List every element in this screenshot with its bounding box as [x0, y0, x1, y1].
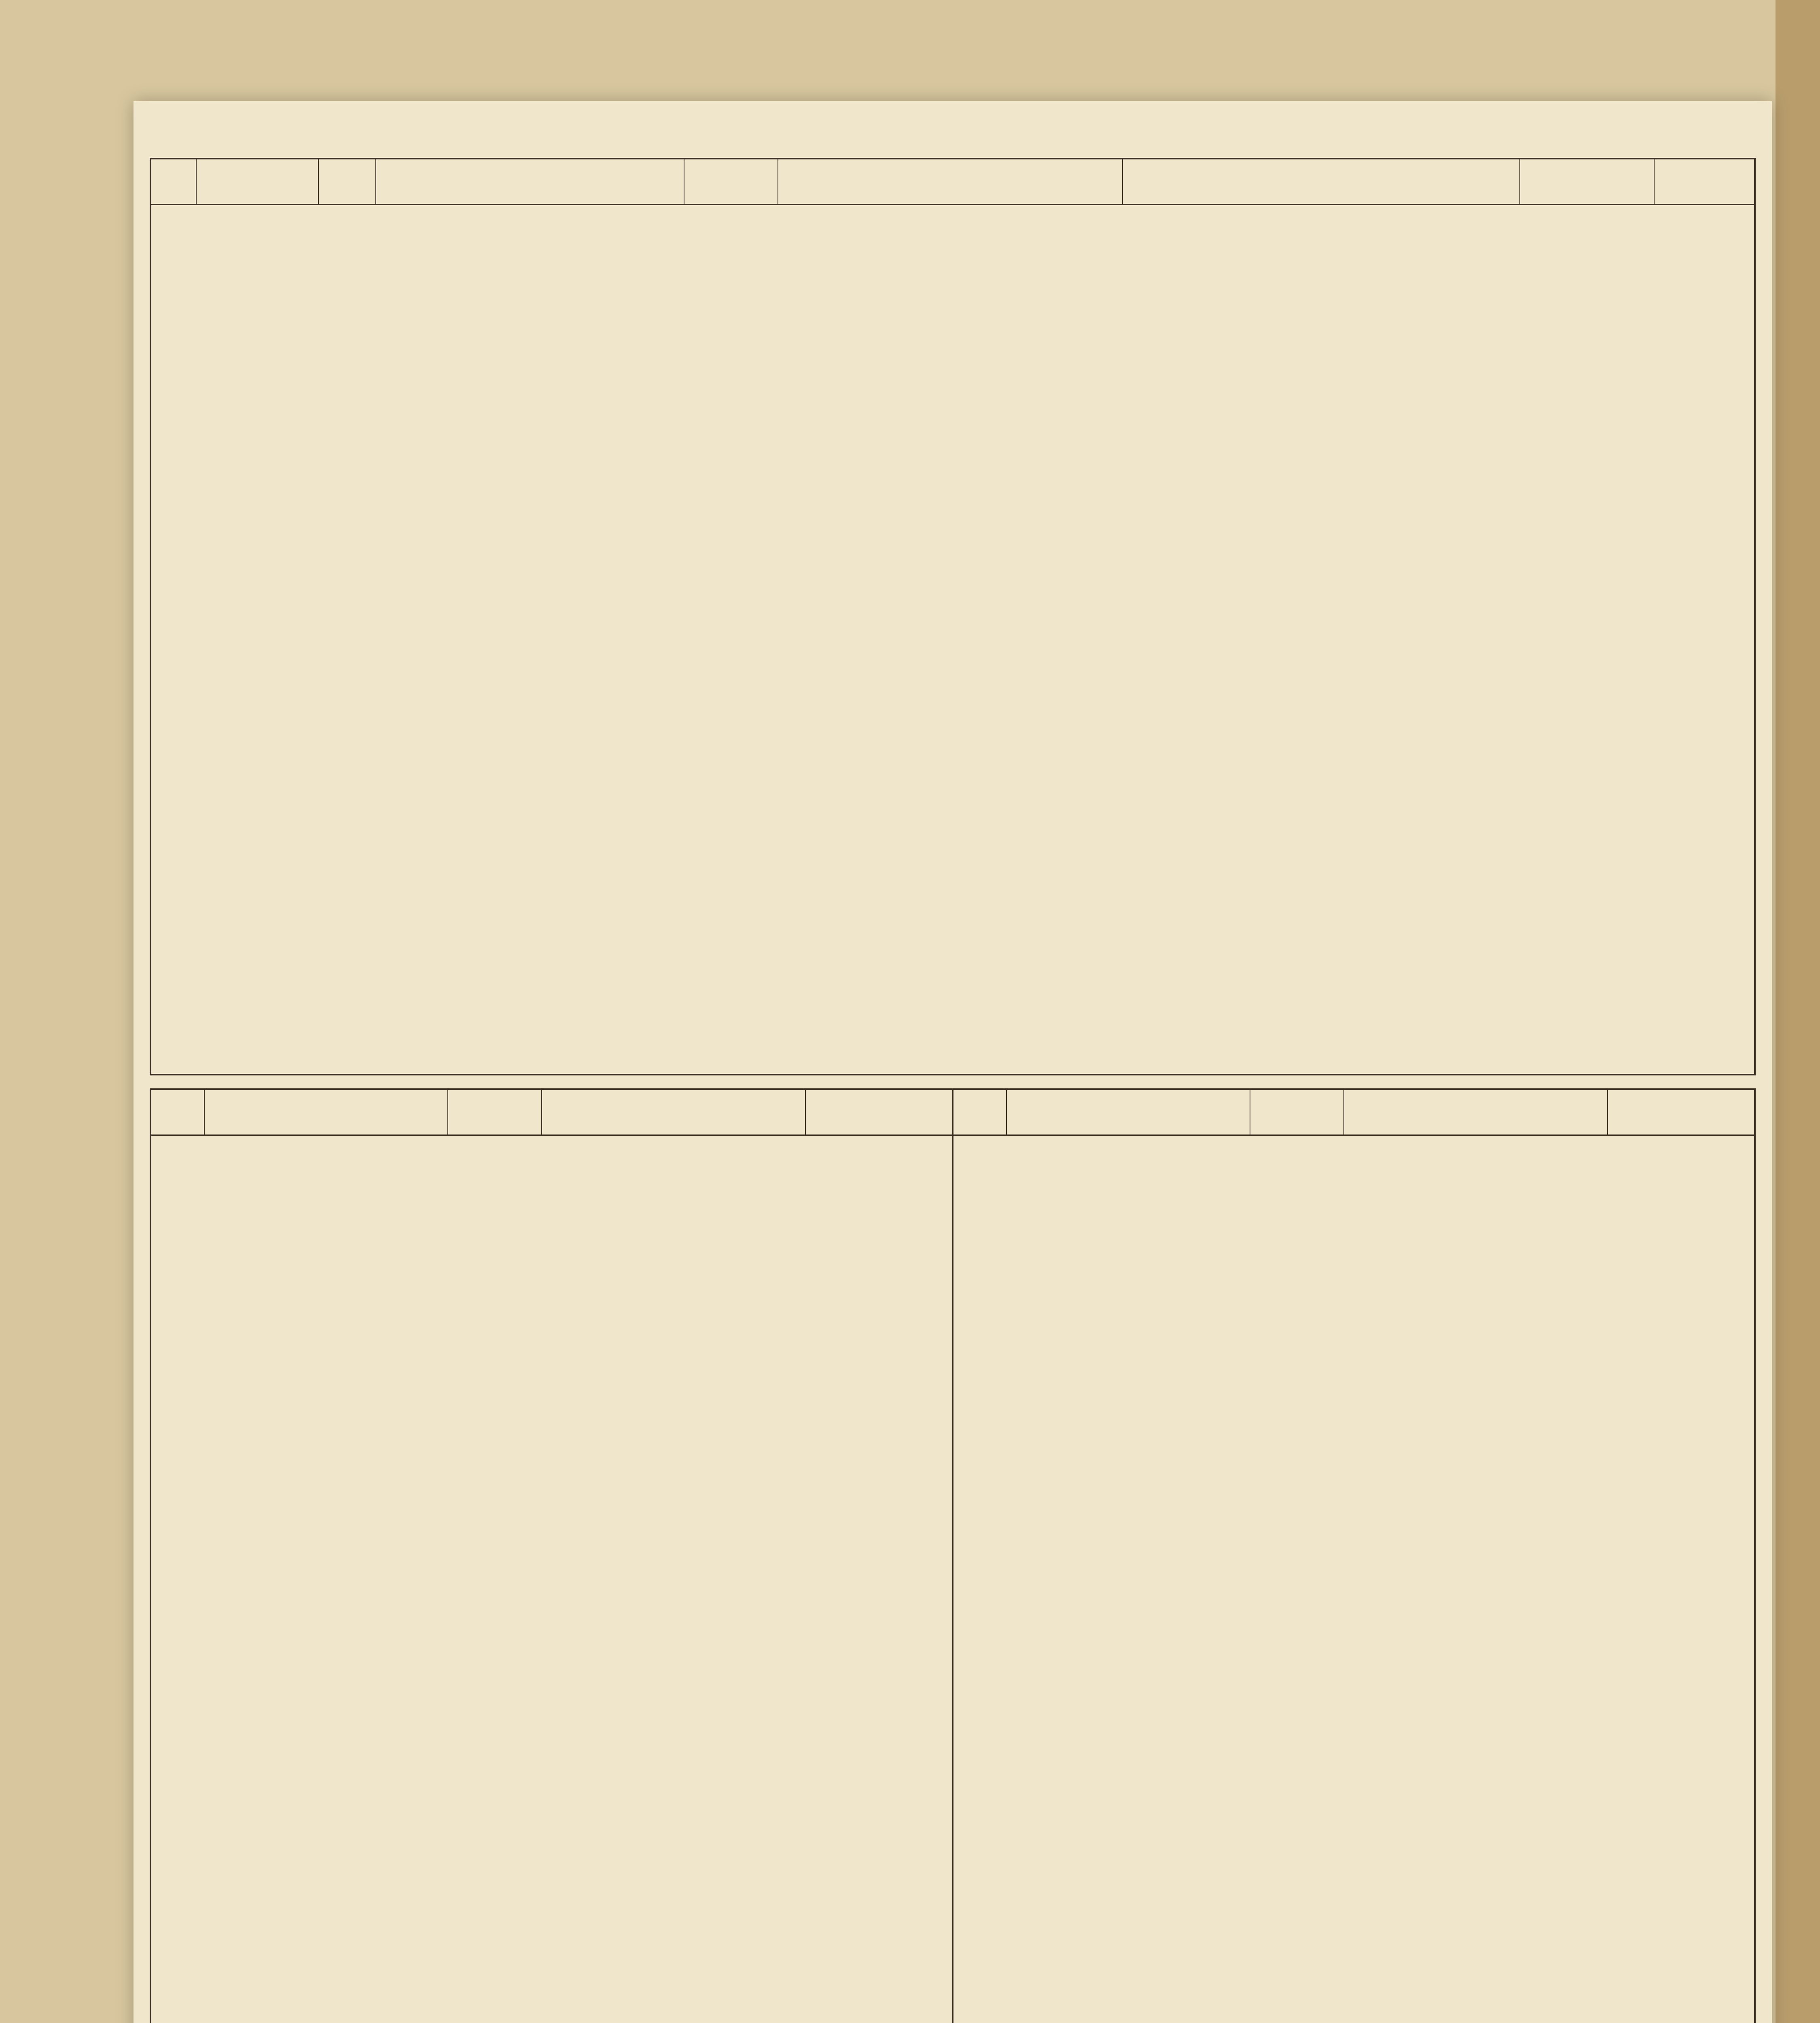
- col-taux: [151, 159, 197, 204]
- page-edge-strip: [1776, 0, 1820, 2023]
- bl-col-interets: [806, 1090, 952, 1134]
- br-col-taux: [953, 1090, 1007, 1134]
- col-terme: [1123, 159, 1520, 204]
- col-cloture: [1520, 159, 1655, 204]
- page-header: [150, 117, 1756, 150]
- top-quotation-table: [150, 158, 1756, 1075]
- bl-col-jouissance: [448, 1090, 542, 1134]
- br-col-jouissance: [1250, 1090, 1344, 1134]
- bl-col-taux: [151, 1090, 205, 1134]
- col-interets: [1655, 159, 1754, 204]
- bottom-left-header: [151, 1090, 952, 1136]
- section-title-valeurs: [156, 1145, 947, 1149]
- newspaper-page: [133, 101, 1772, 2023]
- bl-col-comptant: [542, 1090, 806, 1134]
- bottom-right-table: [953, 1090, 1754, 2023]
- bottom-left-table: [151, 1090, 953, 2023]
- bottom-right-body: [953, 1136, 1754, 2023]
- br-col-comptant: [1344, 1090, 1608, 1134]
- top-table-body: [151, 205, 1754, 213]
- section-title-emprunts: [156, 1140, 947, 1145]
- br-col-designation: [1007, 1090, 1250, 1134]
- bottom-right-header: [953, 1090, 1754, 1136]
- top-table-header: [151, 159, 1754, 205]
- col-cours: [319, 159, 376, 204]
- br-col-interets: [1608, 1090, 1754, 1134]
- bottom-left-body: [151, 1136, 952, 2023]
- col-reports: [197, 159, 319, 204]
- col-comptant: [778, 159, 1123, 204]
- bl-col-designation: [205, 1090, 448, 1134]
- col-designation: [376, 159, 684, 204]
- bottom-quotation-tables: [150, 1088, 1756, 2023]
- bottom-columns: [151, 1090, 1754, 2023]
- col-jouissance: [684, 159, 778, 204]
